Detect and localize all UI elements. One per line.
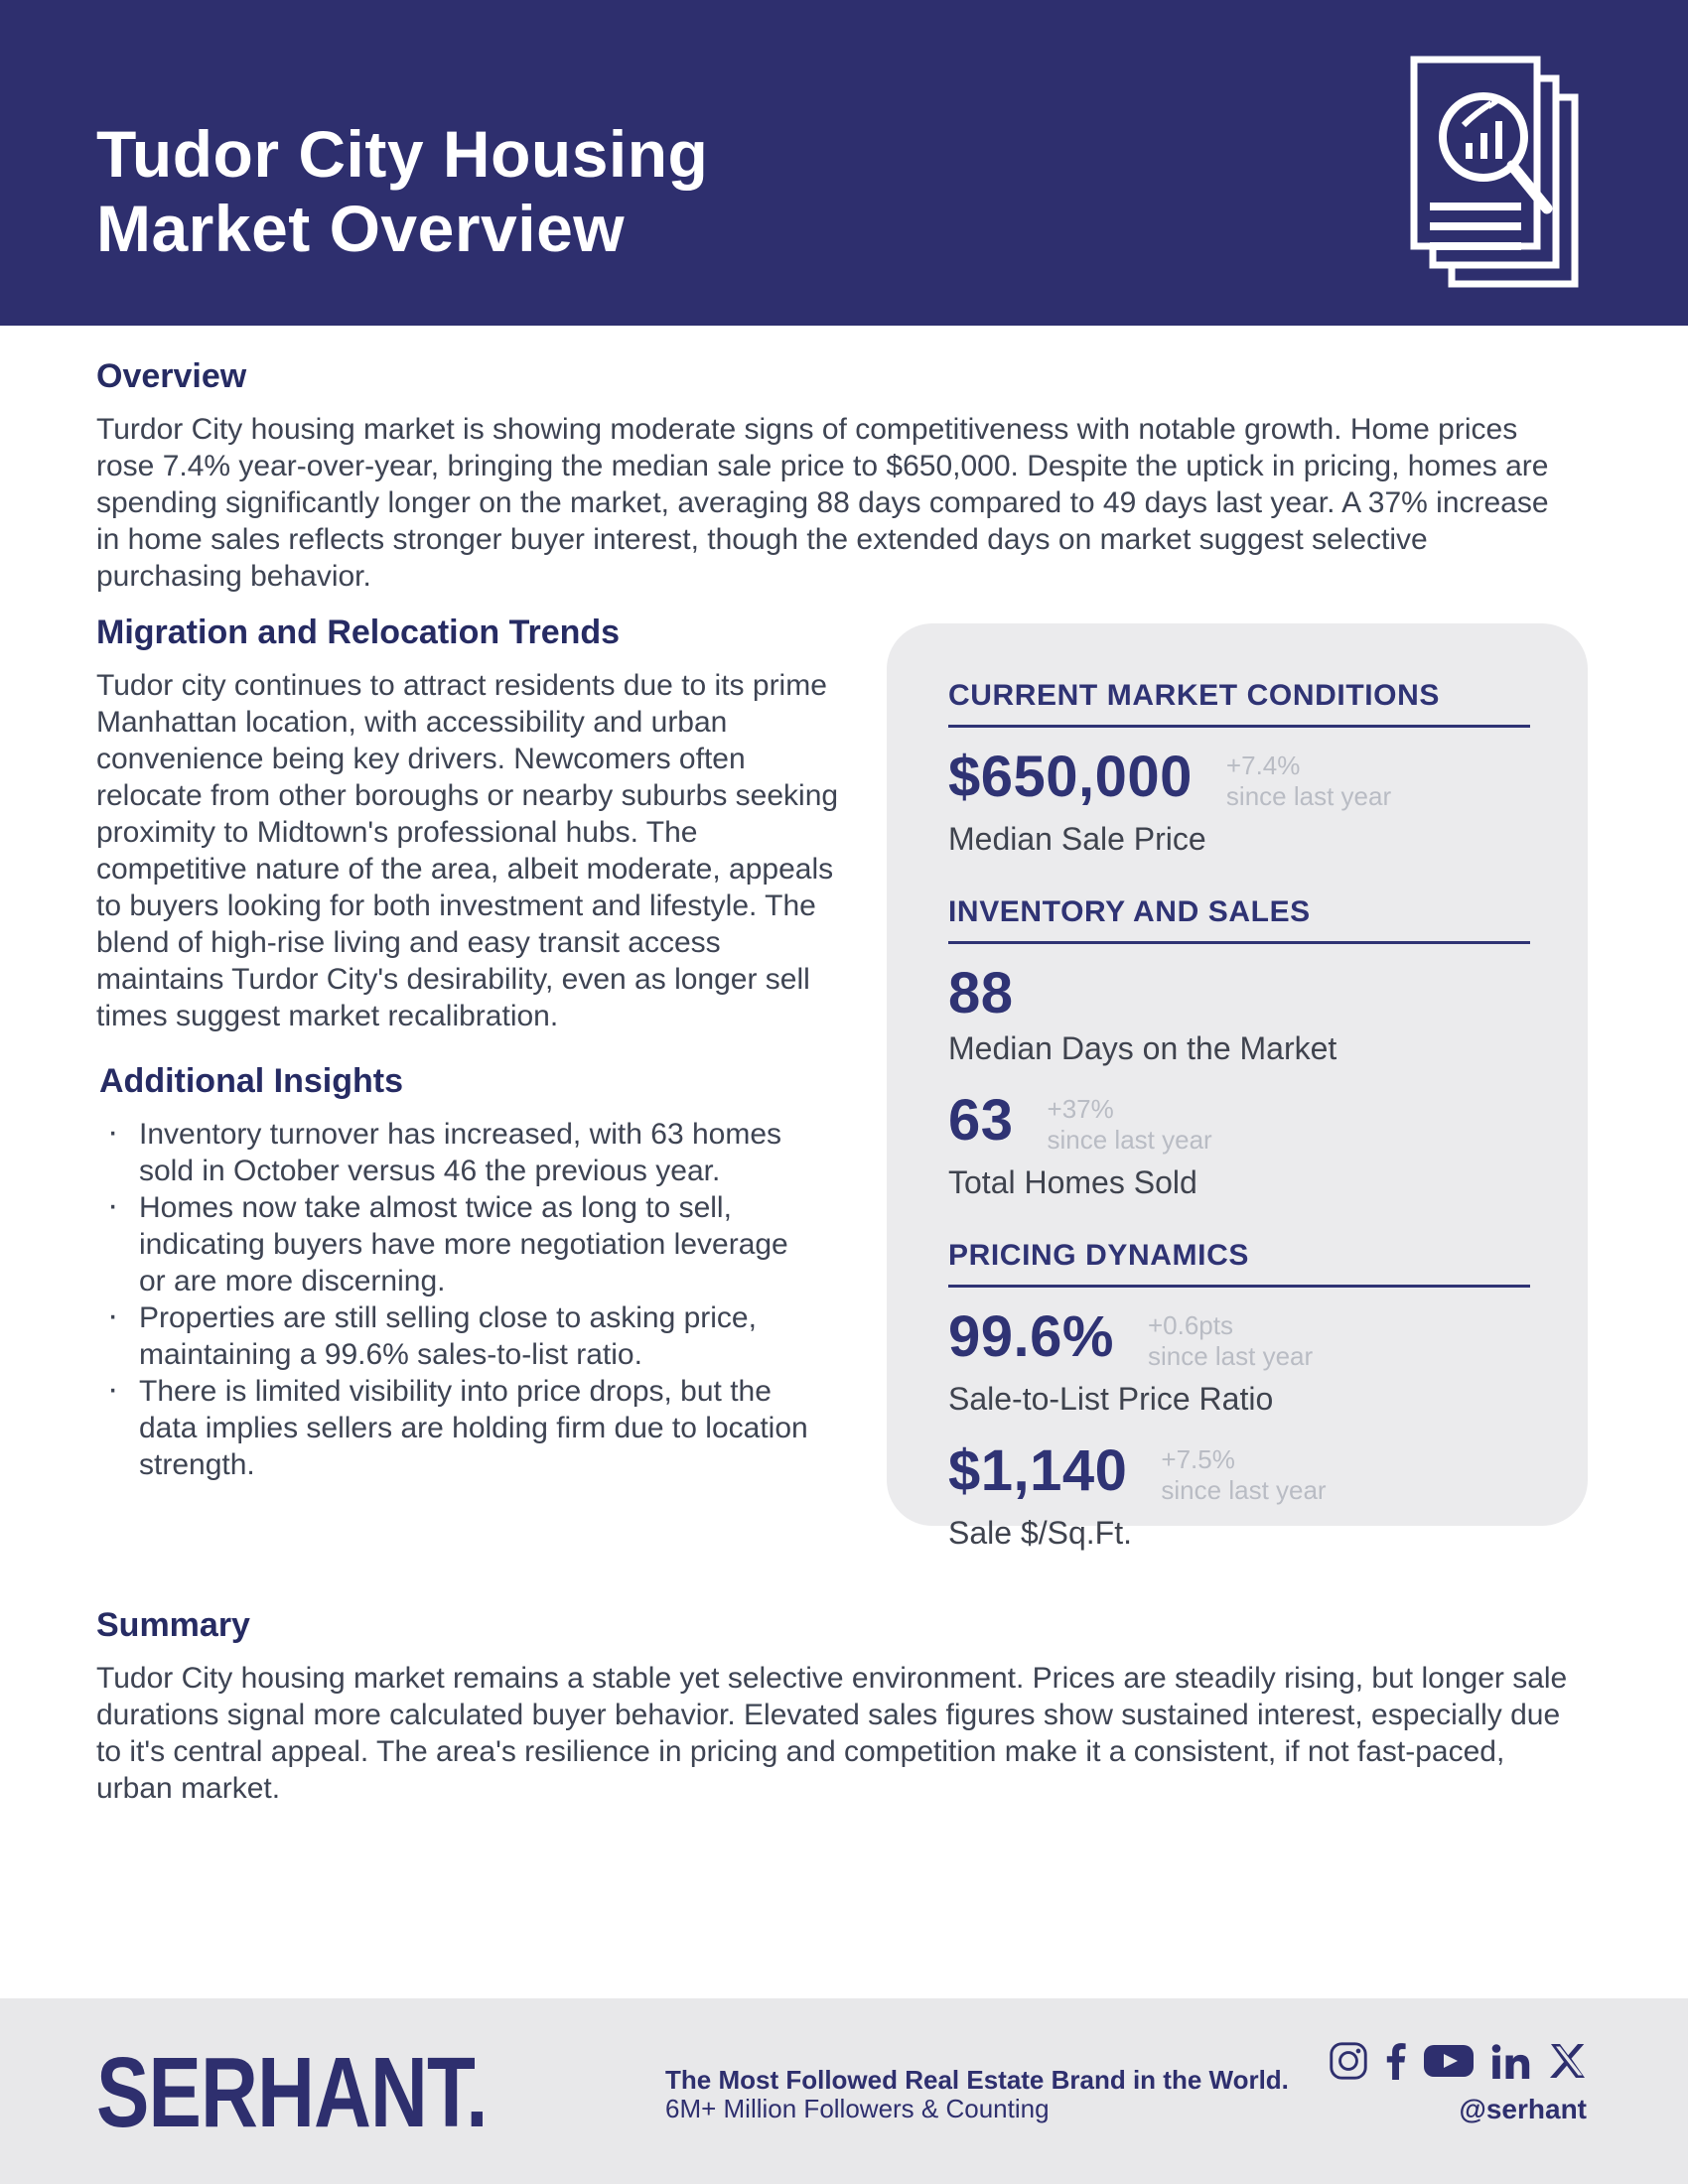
header-banner	[0, 0, 1688, 326]
social-handle: @serhant	[1459, 2094, 1587, 2124]
card-section-title: INVENTORY AND SALES	[948, 895, 1530, 944]
stat-change	[1148, 1309, 1313, 1372]
footer-social	[1329, 2041, 1587, 2125]
stat-change-period: since last year	[1225, 781, 1392, 811]
report-magnifier-icon	[1410, 56, 1589, 290]
stat-sale-to-list-ratio	[948, 1304, 1530, 1417]
insight-bullet: · Homes now take almost twice as long to sell, indicating buyers have more negotiation leverage or are more discerning.	[99, 1189, 809, 1299]
stat-value: 63	[948, 1088, 1014, 1153]
serhant-logo: SERHANT.	[96, 2037, 488, 2148]
footer-tagline	[665, 2065, 1289, 2123]
stat-change-period: since last year	[1161, 1475, 1327, 1505]
stat-sale-per-sqft	[948, 1438, 1530, 1551]
linkedin-icon	[1491, 2043, 1531, 2079]
stat-median-sale-price	[948, 745, 1530, 857]
overview-section	[96, 357, 1578, 595]
youtube-icon	[1424, 2043, 1474, 2079]
stat-change	[1161, 1443, 1326, 1506]
stat-label: Total Homes Sold	[948, 1164, 1197, 1200]
footer-tagline-main: The Most Followed Real Estate Brand in the World.	[665, 2065, 1289, 2095]
stat-change-amount: +7.4%	[1225, 751, 1301, 780]
stat-label: Median Days on the Market	[948, 1030, 1337, 1066]
overview-heading: Overview	[96, 357, 247, 395]
summary-paragraph: Tudor City housing market remains a stable yet selective environment. Prices are steadily rising, but longer sale durations signal more calculated buyer behavior. Elevated sales figures show sustained interest, especially due to it's central appeal. The area's resilience in pricing and competition make it a consistent, if not fast-paced, urban market.	[96, 1662, 1568, 1805]
insights-section	[99, 1062, 834, 1483]
stat-change	[1048, 1093, 1212, 1156]
stat-change-amount: +37%	[1047, 1094, 1114, 1124]
stat-value: $1,140	[948, 1438, 1128, 1503]
card-section-title: CURRENT MARKET CONDITIONS	[948, 679, 1530, 728]
insights-list	[99, 1116, 834, 1483]
market-stats-card	[887, 623, 1588, 1551]
stat-value: 88	[948, 961, 1014, 1025]
facebook-icon	[1386, 2042, 1406, 2080]
stat-label: Sale $/Sq.Ft.	[948, 1515, 1132, 1551]
page-title	[96, 117, 708, 266]
stat-value: $650,000	[948, 745, 1193, 809]
stat-total-homes-sold	[948, 1088, 1530, 1200]
page-title-line1: Tudor City Housing	[96, 117, 709, 191]
summary-section	[96, 1606, 1578, 1807]
stat-change-amount: +7.5%	[1161, 1444, 1235, 1474]
migration-heading: Migration and Relocation Trends	[96, 614, 621, 651]
card-section-inventory-and-sales	[948, 895, 1530, 1199]
overview-paragraph: Turdor City housing market is showing moderate signs of competitiveness with notable growth. Home prices rose 7.4% year-over-year, bringing the median sale price to $650,000. Despite the uptick in pricing, homes are spending significantly longer on the market, averaging 88 days compared to 49 days last year. A 37% increase in home sales reflects stronger buyer interest, though the extended days on market suggest selective purchasing behavior.	[96, 413, 1549, 593]
stat-median-days-on-market	[948, 961, 1530, 1066]
stat-label: Median Sale Price	[948, 821, 1206, 857]
page-title-line2: Market Overview	[96, 192, 626, 265]
migration-paragraph: Tudor city continues to attract residents due to its prime Manhattan location, with accessibility and urban convenience being key drivers. Newcomers often relocate from other boroughs or nearby suburbs seeking proximity to Midtown's professional hubs. The competitive nature of the area, albeit moderate, appeals to buyers looking for both investment and lifestyle. The blend of high-rise living and easy transit access maintains Turdor City's desirability, even as longer sell times suggest market recalibration.	[96, 669, 839, 1032]
insight-bullet: · Properties are still selling close to asking price, maintaining a 99.6% sales-to-list ratio.	[99, 1299, 809, 1373]
social-icons-row	[1329, 2041, 1587, 2081]
insight-bullet: · Inventory turnover has increased, with 63 homes sold in October versus 46 the previous year.	[99, 1116, 809, 1189]
card-section-pricing-dynamics	[948, 1239, 1530, 1550]
stat-label: Sale-to-List Price Ratio	[948, 1381, 1274, 1417]
instagram-icon	[1329, 2041, 1368, 2081]
card-section-current-market-conditions	[948, 679, 1530, 856]
stat-change-amount: +0.6pts	[1147, 1310, 1233, 1340]
migration-section	[96, 614, 843, 1034]
x-icon	[1549, 2043, 1587, 2079]
stat-value: 99.6%	[948, 1304, 1114, 1369]
stat-change-period: since last year	[1047, 1125, 1212, 1155]
stat-change	[1226, 750, 1391, 812]
card-section-title: PRICING DYNAMICS	[948, 1239, 1530, 1288]
summary-heading: Summary	[96, 1606, 250, 1644]
insights-heading: Additional Insights	[99, 1062, 403, 1100]
footer-tagline-sub: 6M+ Million Followers & Counting	[665, 2094, 1050, 2123]
insight-bullet: · There is limited visibility into price drops, but the data implies sellers are holding firm due to location strength.	[99, 1373, 809, 1483]
stat-change-period: since last year	[1147, 1341, 1314, 1371]
